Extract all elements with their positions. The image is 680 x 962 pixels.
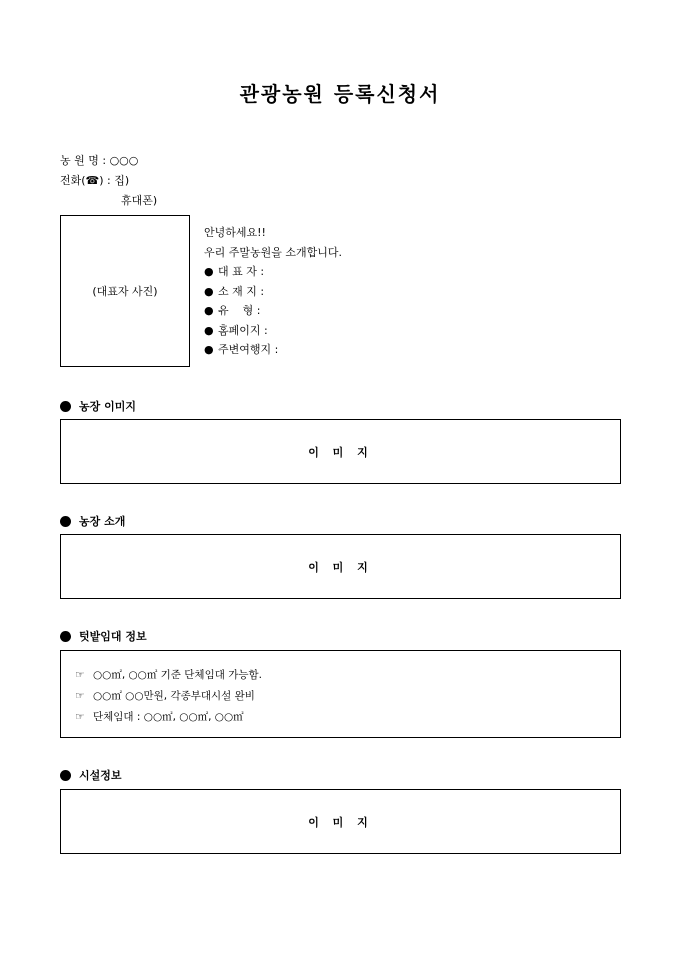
- photo-label: (대표자 사진): [92, 285, 158, 298]
- rental-line: ☞ ○○㎡, ○○㎡ 기준 단체임대 가능함.: [75, 665, 620, 686]
- bullet-icon: ●: [204, 323, 214, 337]
- mobile-line: 휴대폰): [121, 194, 158, 207]
- intro-line: 우리 주말농원을 소개합니다.: [204, 245, 343, 259]
- image-placeholder: 이 미 지: [308, 445, 373, 459]
- intro-item-type: ● 유 형 :: [204, 301, 342, 321]
- intro-item-nearby-travel: ● 주변여행지 :: [204, 340, 342, 360]
- section-heading-rental: 텃밭임대 정보: [60, 628, 147, 644]
- farm-image-box: [60, 419, 621, 484]
- intro-item-representative: ● 대 표 자 :: [204, 262, 342, 282]
- intro-item-location: ● 소 재 지 :: [204, 282, 342, 302]
- rental-line: ☞ 단체임대 : ○○㎡, ○○㎡, ○○㎡: [75, 707, 620, 728]
- pointing-hand-icon: ☞: [75, 669, 85, 681]
- bullet-icon: [60, 631, 71, 642]
- bullet-icon: [60, 770, 71, 781]
- rental-line: ☞ ○○㎡ ○○만원, 각종부대시설 완비: [75, 686, 620, 707]
- section-heading-farm-intro: 농장 소개: [60, 513, 125, 529]
- rental-info-box: [60, 650, 621, 738]
- pointing-hand-icon: ☞: [75, 711, 85, 723]
- bullet-icon: [60, 401, 71, 412]
- bullet-icon: ●: [204, 265, 214, 278]
- page-title: 관광농원 등록신청서: [239, 82, 441, 106]
- farm-intro-box: [60, 534, 621, 599]
- image-placeholder: 이 미 지: [308, 815, 373, 829]
- phone-line: 전화(☎) : 집): [60, 174, 130, 187]
- bullet-icon: ●: [204, 343, 214, 356]
- representative-photo-box: [60, 215, 190, 367]
- section-heading-facility: 시설정보: [60, 767, 122, 783]
- intro-block: [204, 223, 342, 360]
- section-heading-farm-image: 농장 이미지: [60, 398, 136, 414]
- intro-item-homepage: ● 홈페이지 :: [204, 321, 342, 341]
- bullet-icon: ●: [204, 284, 214, 298]
- intro-list: [204, 262, 342, 360]
- pointing-hand-icon: ☞: [75, 690, 85, 702]
- bullet-icon: ●: [204, 304, 214, 317]
- greeting: 안녕하세요!!: [204, 226, 266, 239]
- farm-name-line: 농 원 명 : ○○○: [60, 154, 139, 167]
- image-placeholder: 이 미 지: [308, 560, 373, 574]
- bullet-icon: [60, 516, 71, 527]
- facility-box: [60, 789, 621, 854]
